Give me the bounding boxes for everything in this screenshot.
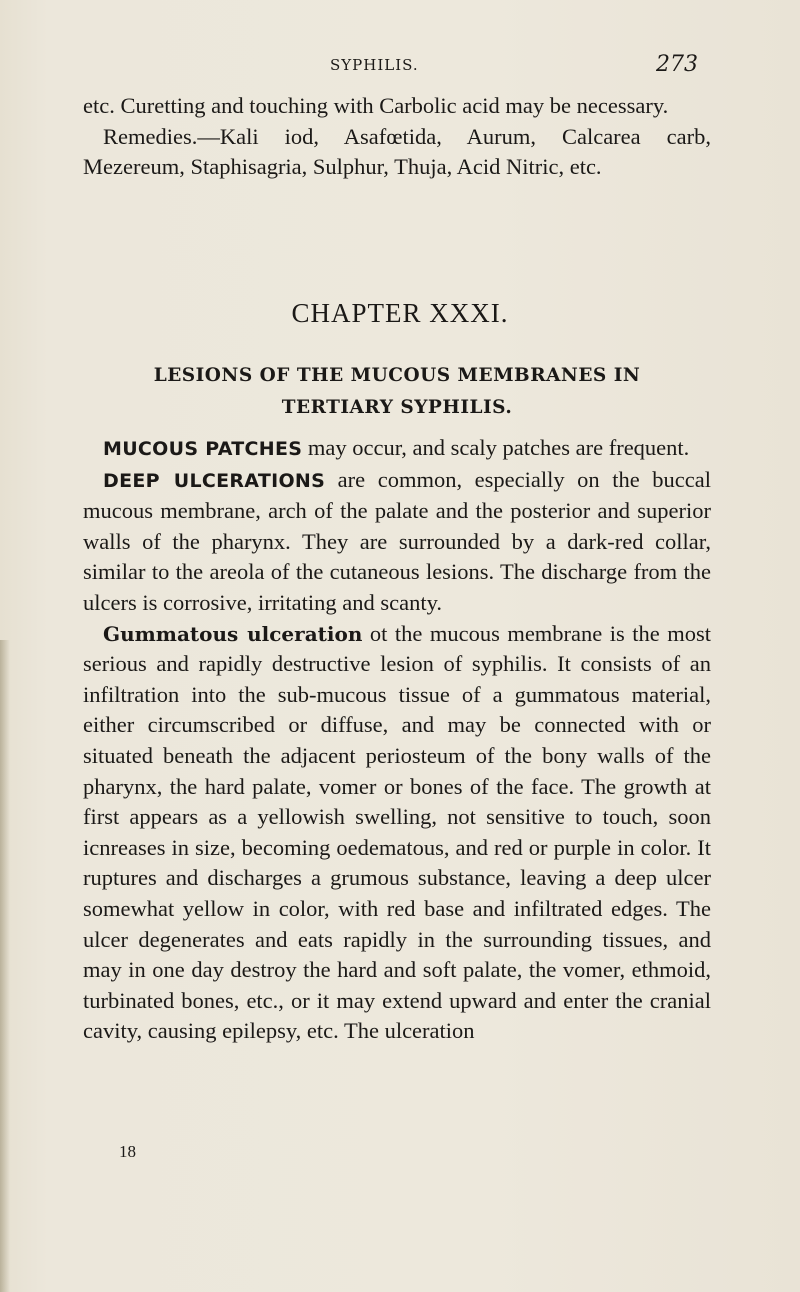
paragraph-curetting: etc. Curetting and touching with Carbolic acid may be necessary. [83, 93, 669, 118]
running-title: SYPHILIS. [330, 56, 419, 74]
paragraph-remedies: Remedies.—Kali iod, Asafœtida, Aurum, Calcarea carb, Mezereum, Staphisagria, Sulphur, Thuja, Acid Nitric, etc. [83, 123, 711, 180]
signature-mark: 18 [119, 1142, 136, 1161]
running-head [0, 52, 800, 82]
paragraph-mucous-patches [83, 433, 711, 465]
chapter-title-line-1: LESIONS OF THE MUCOUS MEMBRANES IN [153, 365, 641, 386]
lead-mucous-patches: MUCOUS PATCHES [103, 438, 303, 460]
text-mucous-patches: may occur, and scaly patches are frequent. [302, 435, 690, 460]
paragraph-gummatous-ulceration [83, 619, 711, 1047]
chapter-title [83, 360, 711, 424]
chapter-title-line-2: TERTIARY SYPHILIS. [281, 397, 513, 418]
page-edge-shadow [0, 640, 10, 1292]
page-number: 273 [656, 52, 698, 77]
paragraph-deep-ulcerations [83, 465, 711, 619]
preceding-text [83, 91, 711, 183]
lead-gummatous-ulceration: Gummatous ulceration [103, 621, 363, 646]
text-gummatous-ulceration: ot the mucous membrane is the most serious and rapidly destructive lesion of syphilis. It consists of an infiltration into the sub-mucous tissue of a gummatous material, either circumscribed or diffuse, and may be connected with or situated beneath the adjacent periosteum of the bony walls of the pharynx, the hard palate, vomer or bones of the face. The growth at first appears as a yellowish swelling, not sensitive to touch, soon icnreases in size, becoming oedematous, and red or purple in color. It ruptures and discharges a grumous substance, leaving a deep ulcer somewhat yellow in color, with red base and infiltrated edges. The ulcer degenerates and eats rapidly in the surrounding tissues, and may in one day destroy the hard and soft palate, the vomer, ethmoid, turbinated bones, etc., or it may extend upward and enter the cranial cavity, causing epilepsy, etc. The ulceration [83, 620, 711, 1044]
chapter-number: CHAPTER XXXI. [291, 298, 509, 328]
lead-deep-ulcerations: DEEP ULCERATIONS [103, 469, 326, 492]
chapter-body [83, 433, 711, 1047]
text-deep-ulcerations: are common, especially on the buccal mucous membrane, arch of the palate and the posterior and superior walls of the pharynx. They are surrounded by a dark-red collar, similar to the areola of the cutaneous lesions. The discharge from the ulcers is corrosive, irritating and scanty. [83, 466, 711, 615]
